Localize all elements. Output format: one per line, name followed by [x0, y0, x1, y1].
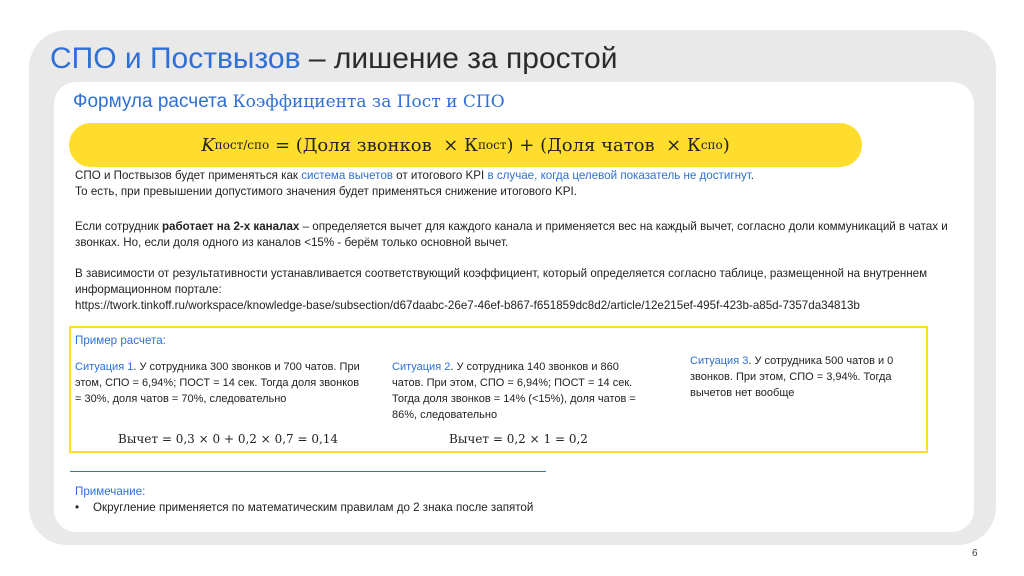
subtitle-serif: Коэффициента за Пост и СПО	[232, 92, 505, 112]
paragraph-1	[75, 168, 975, 200]
title-highlight: СПО и Поствызов	[50, 42, 301, 75]
para1-highlight-1: система вычетов	[301, 169, 393, 182]
paragraph-3	[75, 266, 955, 314]
formula-end: )	[722, 134, 730, 156]
note-item	[75, 501, 533, 514]
situation-2-label: Ситуация 2	[392, 361, 451, 373]
formula-eq: = (Доля звонков × К	[269, 134, 478, 156]
portal-url: https://twork.tinkoff.ru/workspace/knowledge-base/subsection/d67daabc-26e7-46ef-b867-f651859dc8d2/article/12e215ef-495f-423b-a85d-7357da34813b	[75, 299, 860, 312]
paragraph-2	[75, 219, 970, 251]
formula-mid: ) + (Доля чатов × К	[506, 134, 701, 156]
subtitle-sans: Формула расчета	[73, 91, 233, 112]
para1-line2: То есть, при превышении допустимого значения будет применяться снижение итогового KPI.	[75, 185, 577, 198]
example-title: Пример расчета:	[75, 334, 166, 347]
formula-bar	[69, 123, 862, 167]
situation-1	[75, 359, 365, 407]
formula-k: K	[201, 134, 215, 156]
separator-line	[70, 471, 546, 472]
para2-bold: работает на 2-х каналах	[161, 220, 300, 233]
page-title	[50, 42, 617, 76]
formula-post-sub: пост	[477, 138, 507, 152]
situation-1-label: Ситуация 1	[75, 361, 134, 373]
page-number: 6	[972, 548, 978, 559]
situation-1-calc: Вычет = 0,3 × 0 + 0,2 × 0,7 = 0,14	[118, 432, 339, 446]
para2-text: Если сотрудник	[75, 220, 162, 233]
situation-2-calc: Вычет = 0,2 × 1 = 0,2	[449, 432, 588, 446]
note-text: Округление применяется по математическим правилам до 2 знака после запятой	[93, 501, 534, 514]
para2-text-2: – определяется вычет для каждого канала и применяется вес на каждый вычет, согласно доли коммуникаций в чатах и звонках. Но, если доля одного из каналов <15% - берём только основной вычет.	[75, 220, 948, 249]
situation-1-text: . У сотрудника 300 звонков и 700 чатов. При этом, СПО = 6,94%; ПОСТ = 14 сек. Тогда доля звонков = 30%, доля чатов = 70%, следовательно	[75, 361, 360, 405]
situation-3	[690, 353, 900, 401]
bullet-icon: •	[75, 501, 80, 514]
subtitle	[73, 91, 505, 113]
para1-highlight-2: в случае, когда целевой показатель не достигнут	[487, 169, 751, 182]
formula-spo-sub: спо	[700, 138, 723, 152]
situation-2-text: . У сотрудника 140 звонков и 860 чатов. При этом, СПО = 6,94%; ПОСТ = 14 сек. Тогда доля звонков = 14% (<15%), доля чатов = 86%, следовательно	[392, 361, 636, 421]
formula-k-sub: пост/спо	[214, 138, 270, 152]
para1-text-3: .	[750, 169, 755, 182]
note-title: Примечание:	[75, 485, 146, 498]
para1-text: СПО и Поствызов будет применяться как	[75, 169, 302, 182]
para1-text-2: от итогового KPI	[392, 169, 488, 182]
para3-text: В зависимости от результативности устанавливается соответствующий коэффициент, который определяется согласно таблице, размещенной на внутреннем информационном портале:	[75, 267, 928, 296]
situation-2	[392, 359, 642, 423]
situation-3-label: Ситуация 3	[690, 355, 749, 367]
title-rest: – лишение за простой	[300, 42, 618, 75]
situation-3-text: . У сотрудника 500 чатов и 0 звонков. При этом, СПО = 3,94%. Тогда вычетов нет вообще	[690, 355, 894, 399]
